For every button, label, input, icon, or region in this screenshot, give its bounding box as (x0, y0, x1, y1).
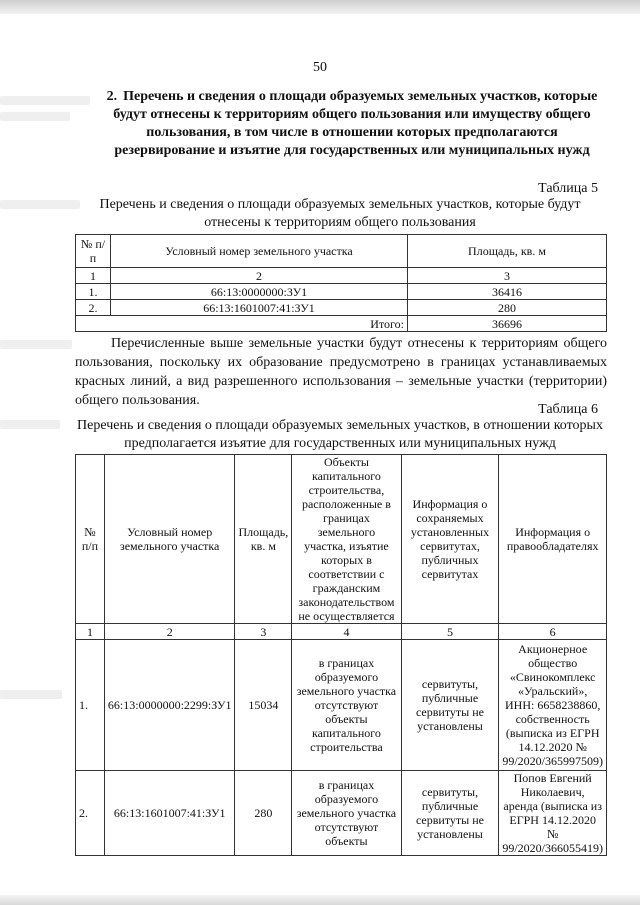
rightholder-cell: Акционерное общество «Свинокомплекс «Уральский», ИНН: 6658238860, собственность (выписка из ЕГРН 14.12.2020 № 99/2020/365997509) (499, 640, 607, 771)
header-cell: № п/п (76, 235, 111, 268)
header-cell: Площадь, кв. м (235, 455, 292, 624)
area-cell: 280 (235, 771, 292, 856)
header-cell: Условный номер земельного участка (111, 235, 408, 268)
section-heading (96, 88, 608, 160)
servitudes-cell: сервитуты, публичные сервитуты не установлены (401, 640, 499, 771)
bleed-through-mark (0, 340, 72, 349)
plot-number-cell: 66:13:1601007:41:ЗУ1 (111, 300, 408, 316)
body-paragraph: Перечисленные выше земельные участки будут отнесены к территориям общего пользования, поскольку их образование предусмотрено в границах устанавливаемых красных линий, а вид разрешенного использования – земельные участки (территории) общего пользования. (75, 336, 607, 408)
table-row (76, 300, 607, 316)
column-number-cell: 6 (499, 624, 607, 640)
plot-number-cell: 66:13:0000000:2299:ЗУ1 (104, 640, 235, 771)
section-number: 2. (106, 89, 118, 104)
page-number: 50 (313, 60, 327, 75)
area-cell: 280 (408, 300, 607, 316)
bleed-through-mark (0, 112, 70, 121)
table-row (76, 640, 607, 771)
table5-title: Перечень и сведения о площади образуемых земельных участков, которые будут отнесены к территориям общего пользования (99, 197, 581, 230)
table6-title: Перечень и сведения о площади образуемых земельных участков, в отношении которых предполагается изъятие для государственных или муниципальных нужд (77, 418, 603, 451)
scan-edge-bottom (0, 895, 640, 905)
row-number-cell: 1. (76, 640, 105, 771)
bleed-through-mark (0, 96, 90, 105)
bleed-through-mark (0, 690, 62, 699)
scan-edge-top (0, 0, 640, 14)
column-number-cell: 1 (76, 624, 105, 640)
total-label-cell: Итого: (76, 316, 408, 332)
table6-caption: Таблица 6 (538, 402, 598, 417)
header-cell: Информация о правообладателях (499, 455, 607, 624)
rightholder-cell: Попов Евгений Николаевич, аренда (выписка из ЕГРН 14.12.2020 № 99/2020/366055419) (499, 771, 607, 856)
header-cell: Информация о сохраняемых установленных сервитутах, публичных сервитутах (401, 455, 499, 624)
plot-number-cell: 66:13:0000000:ЗУ1 (111, 284, 408, 300)
section-title: Перечень и сведения о площади образуемых земельных участков, которые будут отнесены к территориям общего пользования или имуществу общего пользования, в том числе в отношении которых предполагаются резервирование и изъятие для государственных или муниципальных нужд (113, 89, 598, 158)
table-header-row (76, 455, 607, 624)
plot-number-cell: 66:13:1601007:41:ЗУ1 (104, 771, 235, 856)
area-cell: 15034 (235, 640, 292, 771)
servitudes-cell: сервитуты, публичные сервитуты не установлены (401, 771, 499, 856)
table5-caption: Таблица 5 (538, 181, 598, 196)
column-number-cell: 4 (292, 624, 401, 640)
column-number-cell: 2 (104, 624, 235, 640)
bleed-through-mark (0, 420, 60, 429)
column-number-cell: 5 (401, 624, 499, 640)
table-header-row (76, 235, 607, 268)
column-number-cell: 3 (235, 624, 292, 640)
row-number-cell: 2. (76, 771, 105, 856)
column-number-row (76, 268, 607, 284)
bleed-through-mark (0, 200, 80, 209)
row-number-cell: 2. (76, 300, 111, 316)
column-number-cell: 3 (408, 268, 607, 284)
area-cell: 36416 (408, 284, 607, 300)
objects-cell: в границах образуемого земельного участка отсутствуют объекты капитального строительства (292, 640, 401, 771)
total-value-cell: 36696 (408, 316, 607, 332)
header-cell: Условный номер земельного участка (104, 455, 235, 624)
land-plots-table-5 (75, 234, 607, 332)
objects-cell: в границах образуемого земельного участка отсутствуют объекты (292, 771, 401, 856)
column-number-cell: 2 (111, 268, 408, 284)
table-row (76, 771, 607, 856)
land-plots-table-6 (75, 454, 607, 856)
header-cell: Объекты капитального строительства, расположенные в границах земельного участка, изъятие которых в соответствии с гражданским законодательством не осуществляется (292, 455, 401, 624)
total-row (76, 316, 607, 332)
table-row (76, 284, 607, 300)
header-cell: № п/п (76, 455, 105, 624)
row-number-cell: 1. (76, 284, 111, 300)
column-number-row (76, 624, 607, 640)
column-number-cell: 1 (76, 268, 111, 284)
header-cell: Площадь, кв. м (408, 235, 607, 268)
